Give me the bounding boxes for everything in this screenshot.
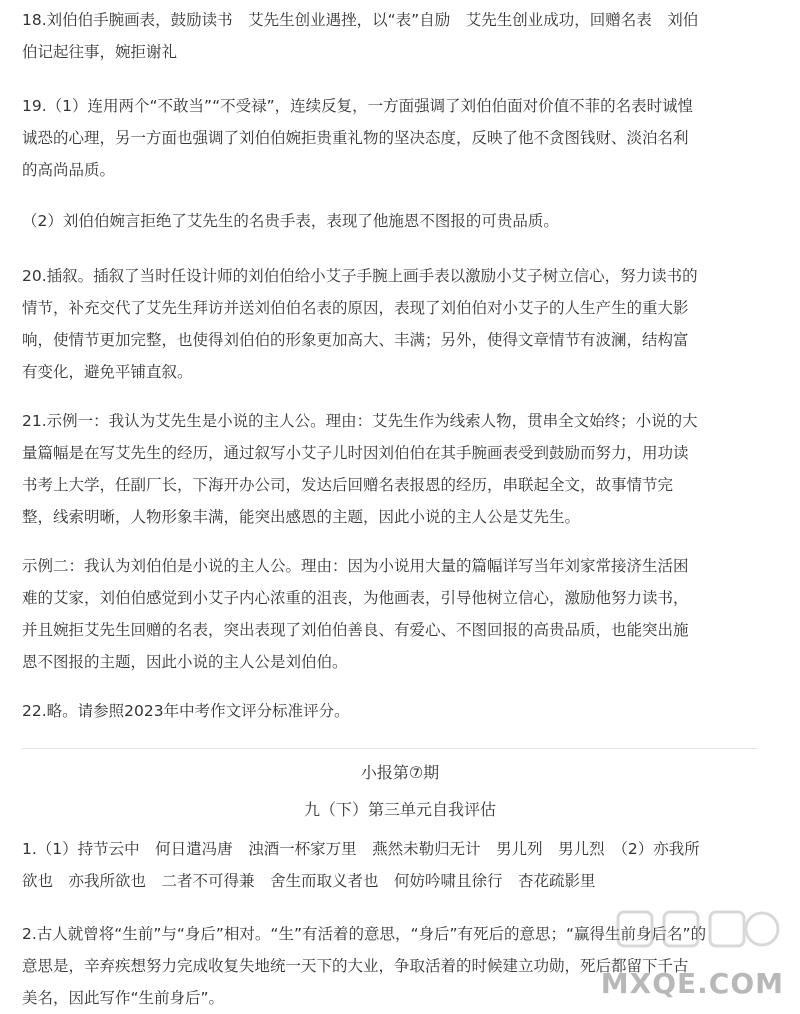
text-line: 并且婉拒艾先生回赠的名表，突出表现了刘伯伯善良、有爱心、不图回报的高贵品质，也能突出施 [22,621,689,639]
section-divider [22,748,758,749]
answer-21-example-2 [22,550,778,678]
text-line: 美名，因此写作“生前身后”。 [22,989,225,1007]
answer-19-1 [22,90,778,186]
text-line: 书考上大学，任副厂长，下海开办公司，发达后回赠名表报恩的经历，串联起全文，故事情节完 [22,476,674,494]
text-line: 2.古人就曾将“生前”与“身后”相对。“生”有活着的意思，“身后”有死后的意思；“赢得生前身后名”的 [22,925,707,943]
text-line: 21.示例一：我认为艾先生是小说的主人公。理由：艾先生作为线索人物，贯串全文始终；小说的大 [22,412,698,430]
text-line: 响，使情节更加完整，也使得刘伯伯的形象更加高大、丰满；另外，使得文章情节有波澜，结构富 [22,331,689,349]
answer-19-2 [22,205,778,237]
text-line: 20.插叙。插叙了当时任设计师的刘伯伯给小艾子手腕上画手表以激励小艾子树立信心，努力读书的 [22,267,698,285]
text-line: 1.（1）持节云中 何日遣冯唐 浊酒一杯家万里 燕然未勒归无计 男儿列 男儿烈 （2）亦我所 [22,840,700,858]
answer-22 [22,695,778,727]
section-title: 九（下）第三单元自我评估 [303,800,496,819]
text-line: 伯记起往事，婉拒谢礼 [22,43,178,61]
text-line: 有变化，避免平铺直叙。 [22,363,193,381]
answer-21-example-1 [22,405,778,533]
text-line: 意思是，辛弃疾想努力完成收复失地统一天下的大业，争取活着的时候建立功勋，死后都留下千古 [22,957,689,975]
text-line: （2）刘伯伯婉言拒绝了艾先生的名贵手表，表现了他施恩不图报的可贵品质。 [22,212,559,230]
text-line: 欲也 亦我所欲也 二者不可得兼 舍生而取义者也 何妨吟啸且徐行 杏花疏影里 [22,872,596,890]
answer-20 [22,260,778,388]
text-line: 恩不图报的主题，因此小说的主人公是刘伯伯。 [22,653,348,671]
answer-18 [22,4,778,68]
text-line: 诚恐的心理，另一方面也强调了刘伯伯婉拒贵重礼物的坚决态度，反映了他不贪图钱财、淡泊名利 [22,129,689,147]
text-line: 量篇幅是在写艾先生的经历，通过叙写小艾子儿时因刘伯伯在其手腕画表受到鼓励而努力，用功读 [22,444,689,462]
unit-answer-1 [22,833,778,897]
text-line: 的高尚品质。 [22,161,116,179]
text-line: 19.（1）连用两个“不敢当”“不受禄”，连续反复，一方面强调了刘伯伯面对价值不菲的名表时诚惶 [22,97,694,115]
text-line: 难的艾家，刘伯伯感觉到小艾子内心浓重的沮丧，为他画表，引导他树立信心，激励他努力读书， [22,589,689,607]
text-line: 18.刘伯伯手腕画表，鼓励读书 艾先生创业遇挫，以“表”自励 艾先生创业成功，回赠名表 刘伯 [22,11,699,29]
text-line: 整，线索明晰，人物形象丰满，能突出感恩的主题，因此小说的主人公是艾先生。 [22,508,581,526]
issue-label: 小报第⑦期 [360,763,440,782]
text-line: 情节，补充交代了艾先生拜访并送刘伯伯名表的原因，表现了刘伯伯对小艾子的人生产生的重大影 [22,299,689,317]
text-line: 22.略。请参照2023年中考作文评分标准评分。 [22,702,350,720]
watermark-text: MXQE.COM [600,967,784,1000]
text-line: 示例二：我认为刘伯伯是小说的主人公。理由：因为小说用大量的篇幅详写当年刘家常接济生活困 [22,557,689,575]
